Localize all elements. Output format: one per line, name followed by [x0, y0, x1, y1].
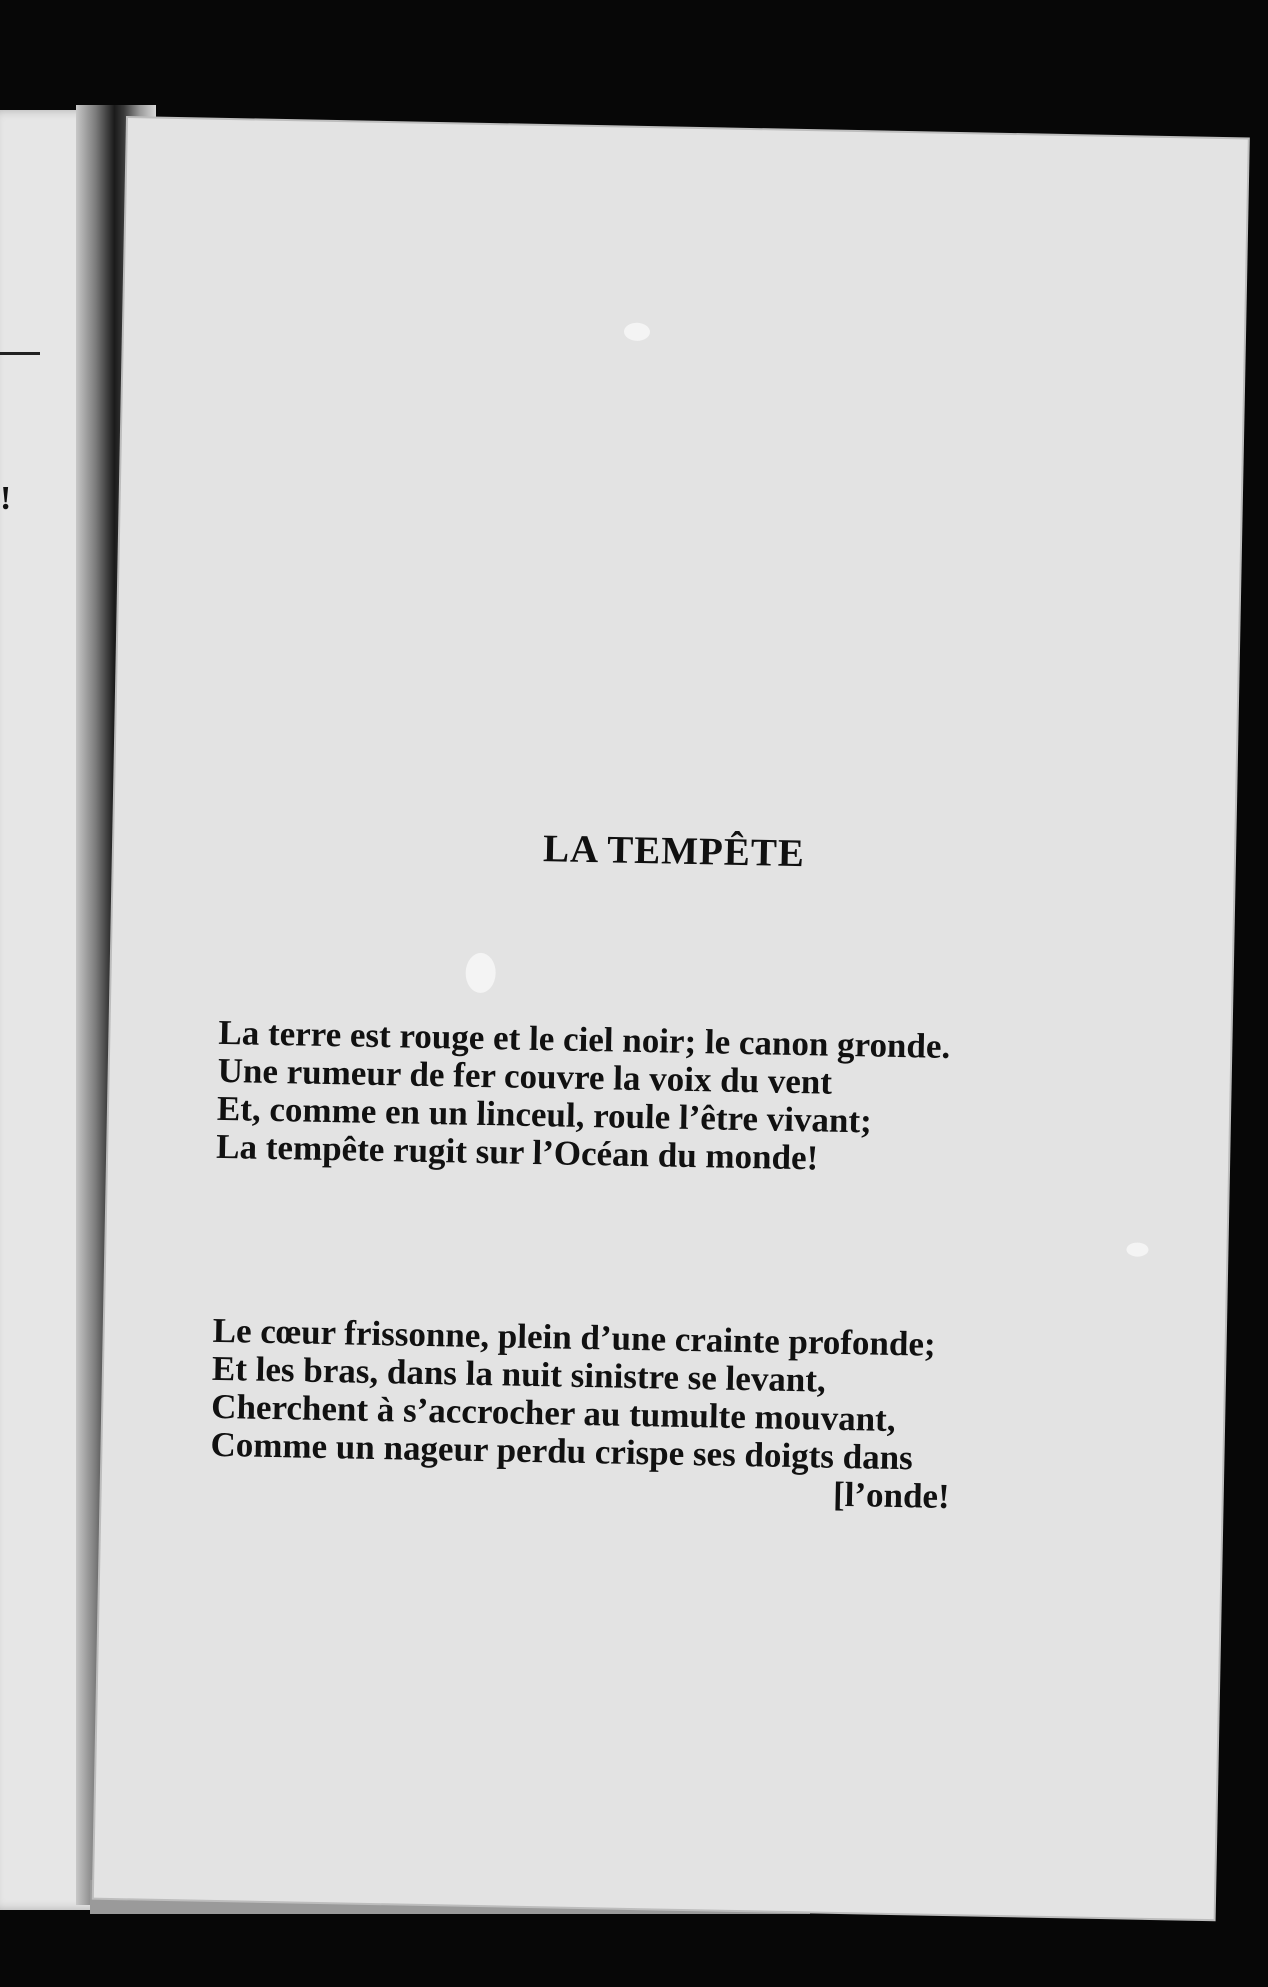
stanza-1 [216, 1014, 1079, 1182]
verse-line: Une rumeur de fer couvre la voix du vent [217, 1050, 833, 1102]
verse-line: Et, comme en un linceul, roule l’être vivant; [216, 1088, 873, 1141]
verse-runover-line: [l’onde! [832, 1474, 951, 1517]
left-page-rule [0, 352, 40, 355]
verse-line: La tempête rugit sur l’Océan du monde! [215, 1126, 819, 1178]
verse-line: Cherchent à s’accrocher au tumulte mouvant, [210, 1386, 896, 1439]
verse-line: Et les bras, dans la nuit sinistre se levant, [211, 1348, 827, 1400]
paper-speck [1126, 1242, 1148, 1256]
paper-speck [624, 323, 650, 341]
verse-line: Comme un nageur perdu crispe ses doigts dans [210, 1424, 914, 1478]
left-page-text-fragment: ! [0, 480, 12, 517]
stanza-2 [209, 1312, 1072, 1518]
paper-speck [465, 953, 496, 994]
poem-page [94, 118, 1248, 1919]
verse-line: Le cœur frissonne, plein d’une crainte profonde; [212, 1310, 937, 1364]
verse-line: La terre est rouge et le ciel noir; le canon gronde. [218, 1012, 951, 1066]
poem-title: LA TEMPÊTE [542, 827, 806, 876]
